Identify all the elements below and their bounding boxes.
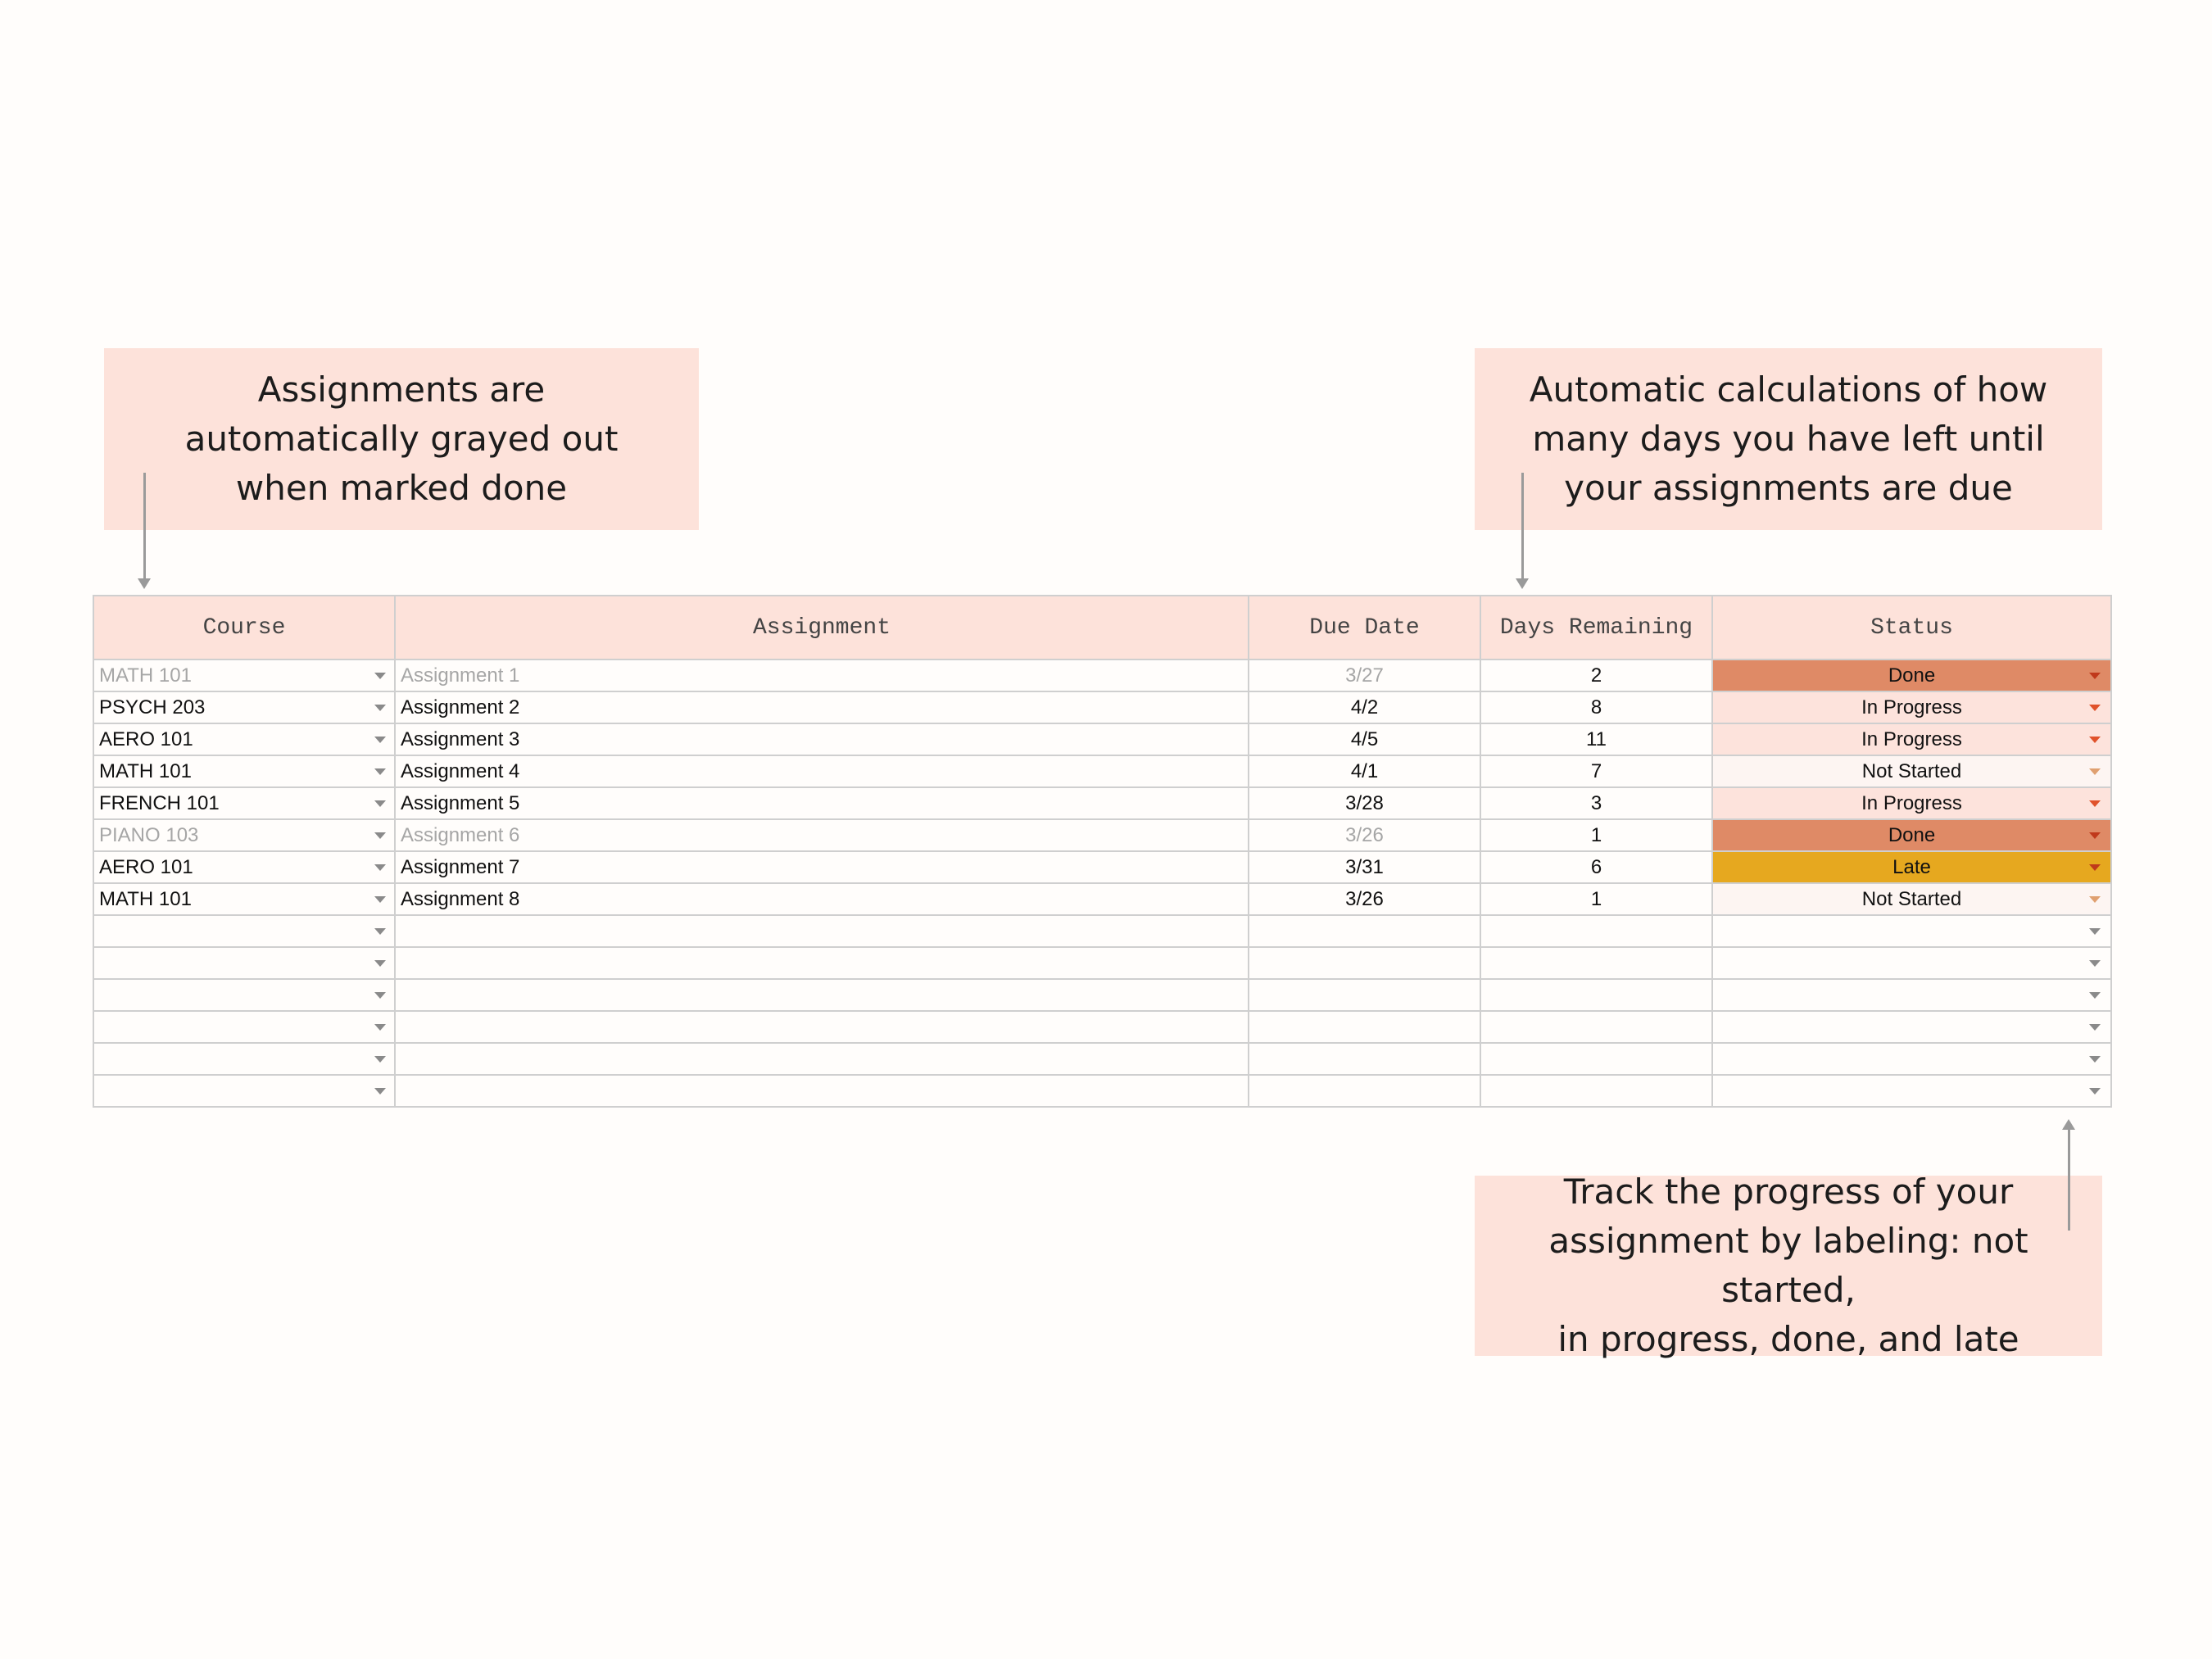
due-date-cell-text: 3/27 [1345,664,1384,687]
column-header-course: Course [93,596,395,660]
arrow-up-icon [2068,1129,2070,1231]
status-dropdown-text: In Progress [1861,791,1962,814]
assignment-cell[interactable] [395,660,1249,691]
course-cell-text: MATH 101 [99,887,192,910]
due-date-cell-text: 4/5 [1350,728,1379,750]
table-row [93,1043,2111,1075]
assignment-cell[interactable] [395,1043,1249,1075]
dropdown-caret-icon[interactable] [374,737,386,743]
table-row [93,947,2111,979]
course-cell[interactable] [93,915,395,947]
callout-line: assignment by labeling: not started, [1548,1221,2028,1310]
dropdown-caret-icon[interactable] [374,992,386,999]
course-cell[interactable] [93,851,395,883]
days-remaining-cell[interactable] [1480,755,1712,787]
assignment-cell-text: Assignment 3 [401,728,520,750]
due-date-cell[interactable] [1249,851,1480,883]
due-date-cell[interactable] [1249,915,1480,947]
status-dropdown-text: In Progress [1861,696,1962,718]
status-dropdown[interactable] [1712,691,2111,723]
arrow-down-icon [143,473,146,579]
dropdown-caret-icon[interactable] [374,768,386,775]
status-dropdown-text: Done [1888,823,1936,846]
status-dropdown[interactable] [1712,979,2111,1011]
course-cell[interactable] [93,691,395,723]
callout-line: when marked done [235,468,568,508]
assignment-tracker-table [93,595,2112,1108]
days-remaining-cell-text: 3 [1590,791,1602,814]
course-cell[interactable] [93,755,395,787]
assignment-cell-text: Assignment 1 [401,664,520,687]
course-cell[interactable] [93,723,395,755]
status-dropdown[interactable] [1712,915,2111,947]
status-dropdown[interactable] [1712,947,2111,979]
table-row [93,691,2111,723]
status-dropdown-text: Late [1892,855,1931,878]
table-row [93,819,2111,851]
assignment-cell[interactable] [395,979,1249,1011]
days-remaining-cell[interactable] [1480,1075,1712,1107]
days-remaining-cell-text: 1 [1590,887,1602,910]
due-date-cell-text: 3/31 [1345,855,1384,878]
course-cell[interactable] [93,947,395,979]
dropdown-caret-icon[interactable] [2089,832,2101,839]
callout-status [1475,1172,2102,1359]
days-remaining-cell[interactable] [1480,883,1712,915]
assignment-cell[interactable] [395,691,1249,723]
callout-line: your assignments are due [1564,468,2013,508]
status-dropdown[interactable] [1712,1075,2111,1107]
status-dropdown[interactable] [1712,755,2111,787]
header-row [93,596,2111,660]
assignment-cell[interactable] [395,1011,1249,1043]
status-dropdown-text: Not Started [1861,759,1962,782]
due-date-cell[interactable] [1249,1043,1480,1075]
days-remaining-cell-text: 11 [1586,728,1607,750]
assignment-cell-text: Assignment 4 [401,759,520,782]
days-remaining-cell[interactable] [1480,723,1712,755]
dropdown-caret-icon[interactable] [374,960,386,967]
due-date-cell[interactable] [1249,1011,1480,1043]
table-row [93,787,2111,819]
due-date-cell[interactable] [1249,979,1480,1011]
course-cell-text: MATH 101 [99,664,192,687]
course-cell[interactable] [93,660,395,691]
due-date-cell[interactable] [1249,947,1480,979]
assignment-cell-text: Assignment 5 [401,791,520,814]
days-remaining-cell-text: 2 [1590,664,1602,687]
dropdown-caret-icon[interactable] [374,1024,386,1031]
course-cell-text: AERO 101 [99,728,193,750]
days-remaining-cell[interactable] [1480,787,1712,819]
table-row [93,883,2111,915]
status-dropdown[interactable] [1712,1011,2111,1043]
callout-line: many days you have left until [1532,419,2045,459]
due-date-cell[interactable] [1249,691,1480,723]
course-cell[interactable] [93,819,395,851]
course-cell-text: PIANO 103 [99,823,199,846]
days-remaining-cell-text: 6 [1590,855,1602,878]
due-date-cell-text: 3/26 [1345,887,1384,910]
assignment-cell[interactable] [395,883,1249,915]
status-dropdown-text: Not Started [1861,887,1962,910]
days-remaining-cell[interactable] [1480,979,1712,1011]
dropdown-caret-icon[interactable] [374,673,386,679]
dropdown-caret-icon[interactable] [2089,960,2101,967]
column-header-status: Status [1712,596,2111,660]
arrow-down-icon [1521,473,1524,579]
dropdown-caret-icon[interactable] [2089,705,2101,711]
due-date-cell[interactable] [1249,1075,1480,1107]
status-dropdown[interactable] [1712,787,2111,819]
assignment-cell[interactable] [395,787,1249,819]
table-row [93,755,2111,787]
assignment-cell[interactable] [395,915,1249,947]
days-remaining-cell[interactable] [1480,1043,1712,1075]
due-date-cell-text: 4/2 [1350,696,1379,718]
status-dropdown[interactable] [1712,1043,2111,1075]
course-cell-text: FRENCH 101 [99,791,220,814]
dropdown-caret-icon[interactable] [374,832,386,839]
status-dropdown[interactable] [1712,660,2111,691]
assignment-cell[interactable] [395,851,1249,883]
callout-days-remaining [1475,348,2102,530]
due-date-cell[interactable] [1249,723,1480,755]
callout-graying [104,348,699,530]
dropdown-caret-icon[interactable] [374,864,386,871]
due-date-cell-text: 4/1 [1350,759,1379,782]
table-row [93,1075,2111,1107]
callout-line: Assignments are [257,369,546,410]
column-header-assignment: Assignment [395,596,1249,660]
dropdown-caret-icon[interactable] [2089,673,2101,679]
due-date-cell[interactable] [1249,819,1480,851]
callout-line: Automatic calculations of how [1529,369,2048,410]
table-row [93,1011,2111,1043]
days-remaining-cell[interactable] [1480,660,1712,691]
course-cell-text: AERO 101 [99,855,193,878]
due-date-cell[interactable] [1249,660,1480,691]
due-date-cell-text: 3/26 [1345,823,1384,846]
table-row [93,915,2111,947]
dropdown-caret-icon[interactable] [374,896,386,903]
course-cell[interactable] [93,1011,395,1043]
dropdown-caret-icon[interactable] [2089,992,2101,999]
assignment-cell[interactable] [395,1075,1249,1107]
dropdown-caret-icon[interactable] [2089,768,2101,775]
dropdown-caret-icon[interactable] [2089,864,2101,871]
status-dropdown-text: Done [1888,664,1936,687]
dropdown-caret-icon[interactable] [2089,928,2101,935]
course-cell[interactable] [93,883,395,915]
callout-line: Track the progress of your [1563,1172,2014,1212]
due-date-cell[interactable] [1249,755,1480,787]
assignment-cell-text: Assignment 2 [401,696,520,718]
days-remaining-cell-text: 1 [1590,823,1602,846]
table-row [93,851,2111,883]
column-header-due-date: Due Date [1249,596,1480,660]
assignment-cell-text: Assignment 6 [401,823,520,846]
assignment-cell[interactable] [395,755,1249,787]
dropdown-caret-icon[interactable] [2089,1088,2101,1095]
assignment-cell-text: Assignment 7 [401,855,520,878]
due-date-cell[interactable] [1249,787,1480,819]
course-cell[interactable] [93,979,395,1011]
assignment-cell-text: Assignment 8 [401,887,520,910]
days-remaining-cell-text: 7 [1590,759,1602,782]
course-cell-text: PSYCH 203 [99,696,206,718]
dropdown-caret-icon[interactable] [2089,737,2101,743]
dropdown-caret-icon[interactable] [2089,1024,2101,1031]
course-cell[interactable] [93,1075,395,1107]
dropdown-caret-icon[interactable] [374,705,386,711]
dropdown-caret-icon[interactable] [374,928,386,935]
dropdown-caret-icon[interactable] [2089,800,2101,807]
course-cell-text: MATH 101 [99,759,192,782]
dropdown-caret-icon[interactable] [374,1056,386,1063]
days-remaining-cell[interactable] [1480,915,1712,947]
days-remaining-cell[interactable] [1480,851,1712,883]
dropdown-caret-icon[interactable] [2089,896,2101,903]
due-date-cell[interactable] [1249,883,1480,915]
assignment-cell[interactable] [395,947,1249,979]
days-remaining-cell-text: 8 [1590,696,1602,718]
due-date-cell-text: 3/28 [1345,791,1384,814]
assignment-cell[interactable] [395,723,1249,755]
table-row [93,723,2111,755]
callout-line: in progress, done, and late [1557,1319,2019,1359]
status-dropdown[interactable] [1712,883,2111,915]
dropdown-caret-icon[interactable] [374,1088,386,1095]
assignment-cell[interactable] [395,819,1249,851]
callout-line: automatically grayed out [184,419,619,459]
days-remaining-cell[interactable] [1480,691,1712,723]
column-header-days-remaining: Days Remaining [1480,596,1712,660]
days-remaining-cell[interactable] [1480,819,1712,851]
days-remaining-cell[interactable] [1480,1011,1712,1043]
course-cell[interactable] [93,1043,395,1075]
days-remaining-cell[interactable] [1480,947,1712,979]
status-dropdown-text: In Progress [1861,728,1962,750]
dropdown-caret-icon[interactable] [2089,1056,2101,1063]
table-row [93,979,2111,1011]
status-dropdown[interactable] [1712,723,2111,755]
status-dropdown[interactable] [1712,819,2111,851]
dropdown-caret-icon[interactable] [374,800,386,807]
status-dropdown[interactable] [1712,851,2111,883]
table-row [93,660,2111,691]
course-cell[interactable] [93,787,395,819]
